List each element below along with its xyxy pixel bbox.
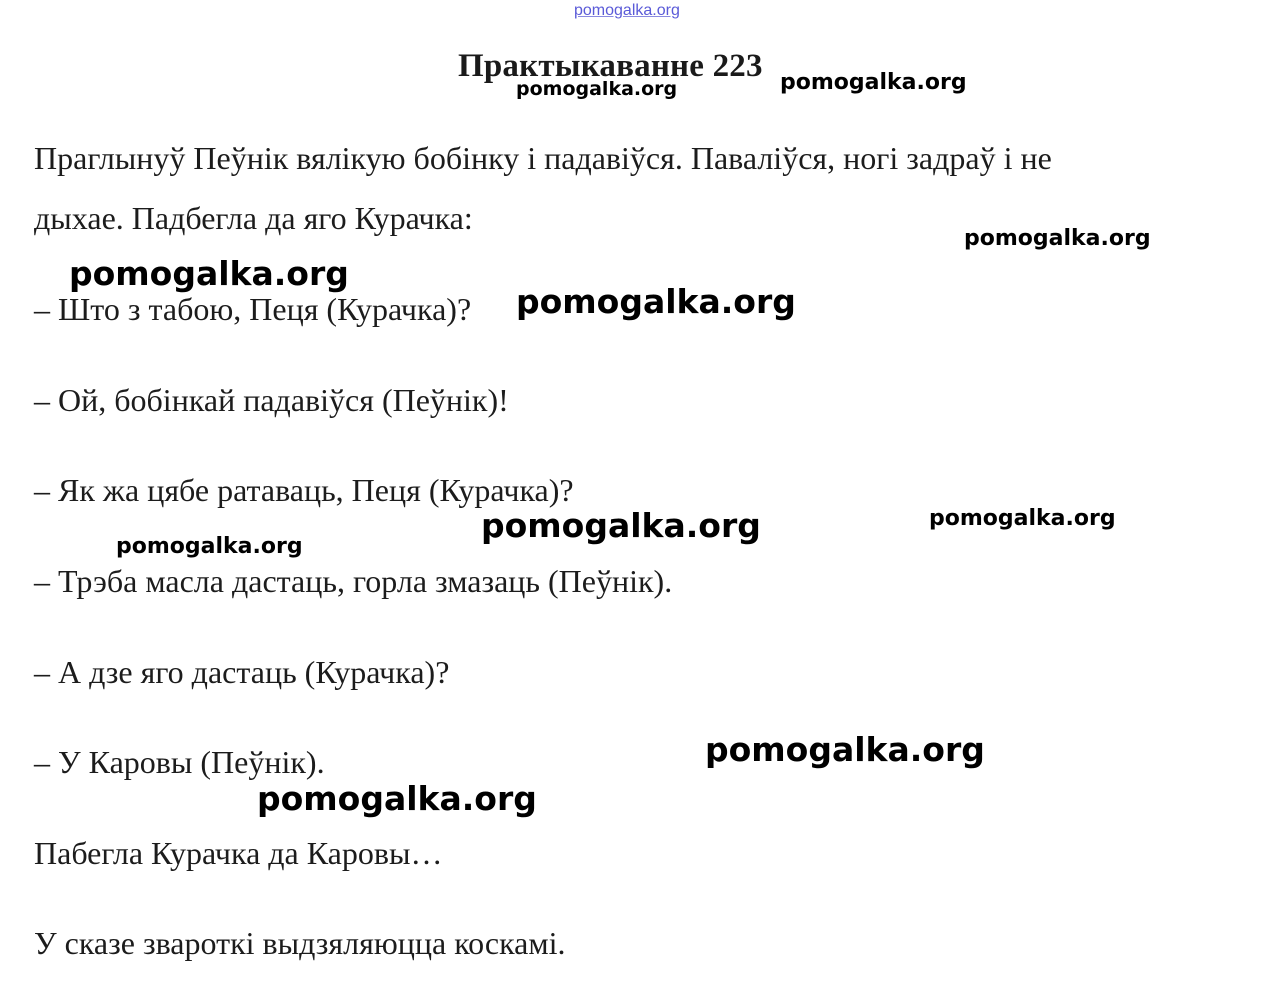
- text-line-1: Праглынуў Пеўнік вялікую бобінку і падавіўся. Паваліўся, ногі задраў і не: [34, 140, 1052, 176]
- watermark: pomogalka.org: [516, 78, 678, 100]
- dialogue-line-4: – Трэба масла дастаць, горла змазаць (Пеўнік).: [34, 563, 673, 599]
- dialogue-line-1: – Што з табою, Пеця (Курачка)?: [34, 291, 472, 327]
- dialogue-line-6: – У Каровы (Пеўнік).: [34, 744, 325, 780]
- text-line-3: Пабегла Курачка да Каровы…: [34, 835, 443, 871]
- watermark: pomogalka.org: [257, 779, 537, 818]
- watermark: pomogalka.org: [705, 730, 985, 769]
- watermark: pomogalka.org: [116, 534, 303, 559]
- watermark: pomogalka.org: [780, 70, 967, 95]
- exercise-title: Практыкаванне 223: [458, 48, 763, 84]
- text-line-2: дыхае. Падбегла да яго Курачка:: [34, 200, 473, 236]
- watermark: pomogalka.org: [964, 226, 1151, 251]
- watermark: pomogalka.org: [69, 254, 349, 293]
- watermark: pomogalka.org: [481, 506, 761, 545]
- dialogue-line-5: – А дзе яго дастаць (Курачка)?: [34, 654, 450, 690]
- dialogue-line-3: – Як жа цябе ратаваць, Пеця (Курачка)?: [34, 472, 574, 508]
- watermark: pomogalka.org: [516, 282, 796, 321]
- dialogue-line-2: – Ой, бобінкай падавіўся (Пеўнік)!: [34, 382, 509, 418]
- text-line-4: У сказе звароткі выдзяляюцца коскамі.: [34, 925, 566, 961]
- watermark: pomogalka.org: [929, 506, 1116, 531]
- watermark-top[interactable]: pomogalka.org: [574, 2, 680, 19]
